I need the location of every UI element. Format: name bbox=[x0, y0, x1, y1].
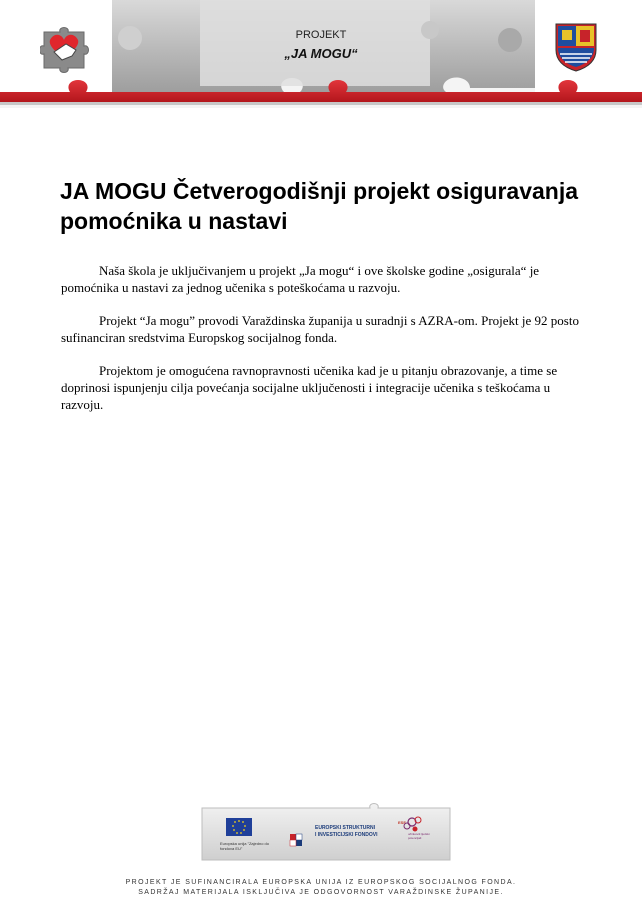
funding-logos-strip bbox=[200, 800, 452, 862]
header-banner bbox=[0, 0, 642, 108]
esif-line-1: EUROPSKI STRUKTURNI bbox=[315, 825, 376, 831]
project-name: „JA MOGU“ bbox=[284, 46, 358, 61]
disclaimer-line-1: PROJEKT JE SUFINANCIRALA EUROPSKA UNIJA IZ EUROPSKOG SOCIJALNOG FONDA. bbox=[125, 879, 517, 886]
document-title: JA MOGU Četverogodišnji projekt osiguravanja pomoćnika u nastavi bbox=[60, 178, 579, 234]
project-label: PROJEKT bbox=[295, 29, 347, 41]
paragraph-3: Projektom je omogućena ravnopravnosti učenika kad je u pitanju obrazovanje, a time se doprinosi ispunjenju cilja povećanja socijalne uključenosti i integracije učenika s teškoćama u razvoju. bbox=[61, 363, 558, 412]
esf-letters: ESF bbox=[398, 820, 406, 825]
paragraph-2: Projekt “Ja mogu” provodi Varaždinska županija u suradnji s AZRA-om. Projekt je 92 posto sufinanciran sredstvima Europskog socijalnog fonda. bbox=[61, 313, 579, 345]
eu-caption: Europska unija "Zajedno do fondova EU" bbox=[220, 841, 270, 851]
paragraph-1: Naša škola je uključivanjem u projekt „Ja mogu“ i ove školske godine „osigurala“ je pomoćnika u nastavi za jednog učenika s poteškoćama u razvoju. bbox=[61, 263, 540, 295]
document-body bbox=[61, 262, 581, 429]
esif-text bbox=[315, 825, 395, 839]
ljudski-potencijali-caption: učinkoviti ljudski potencijali bbox=[408, 832, 430, 840]
disclaimer-line-2: SADRŽAJ MATERIJALA ISKLJUČIVA JE ODGOVORNOST VARAŽDINSKE ŽUPANIJE. bbox=[138, 889, 504, 896]
esif-line-2: I INVESTICIJSKI FONDOVI bbox=[315, 832, 378, 838]
esif-icon bbox=[290, 834, 302, 846]
